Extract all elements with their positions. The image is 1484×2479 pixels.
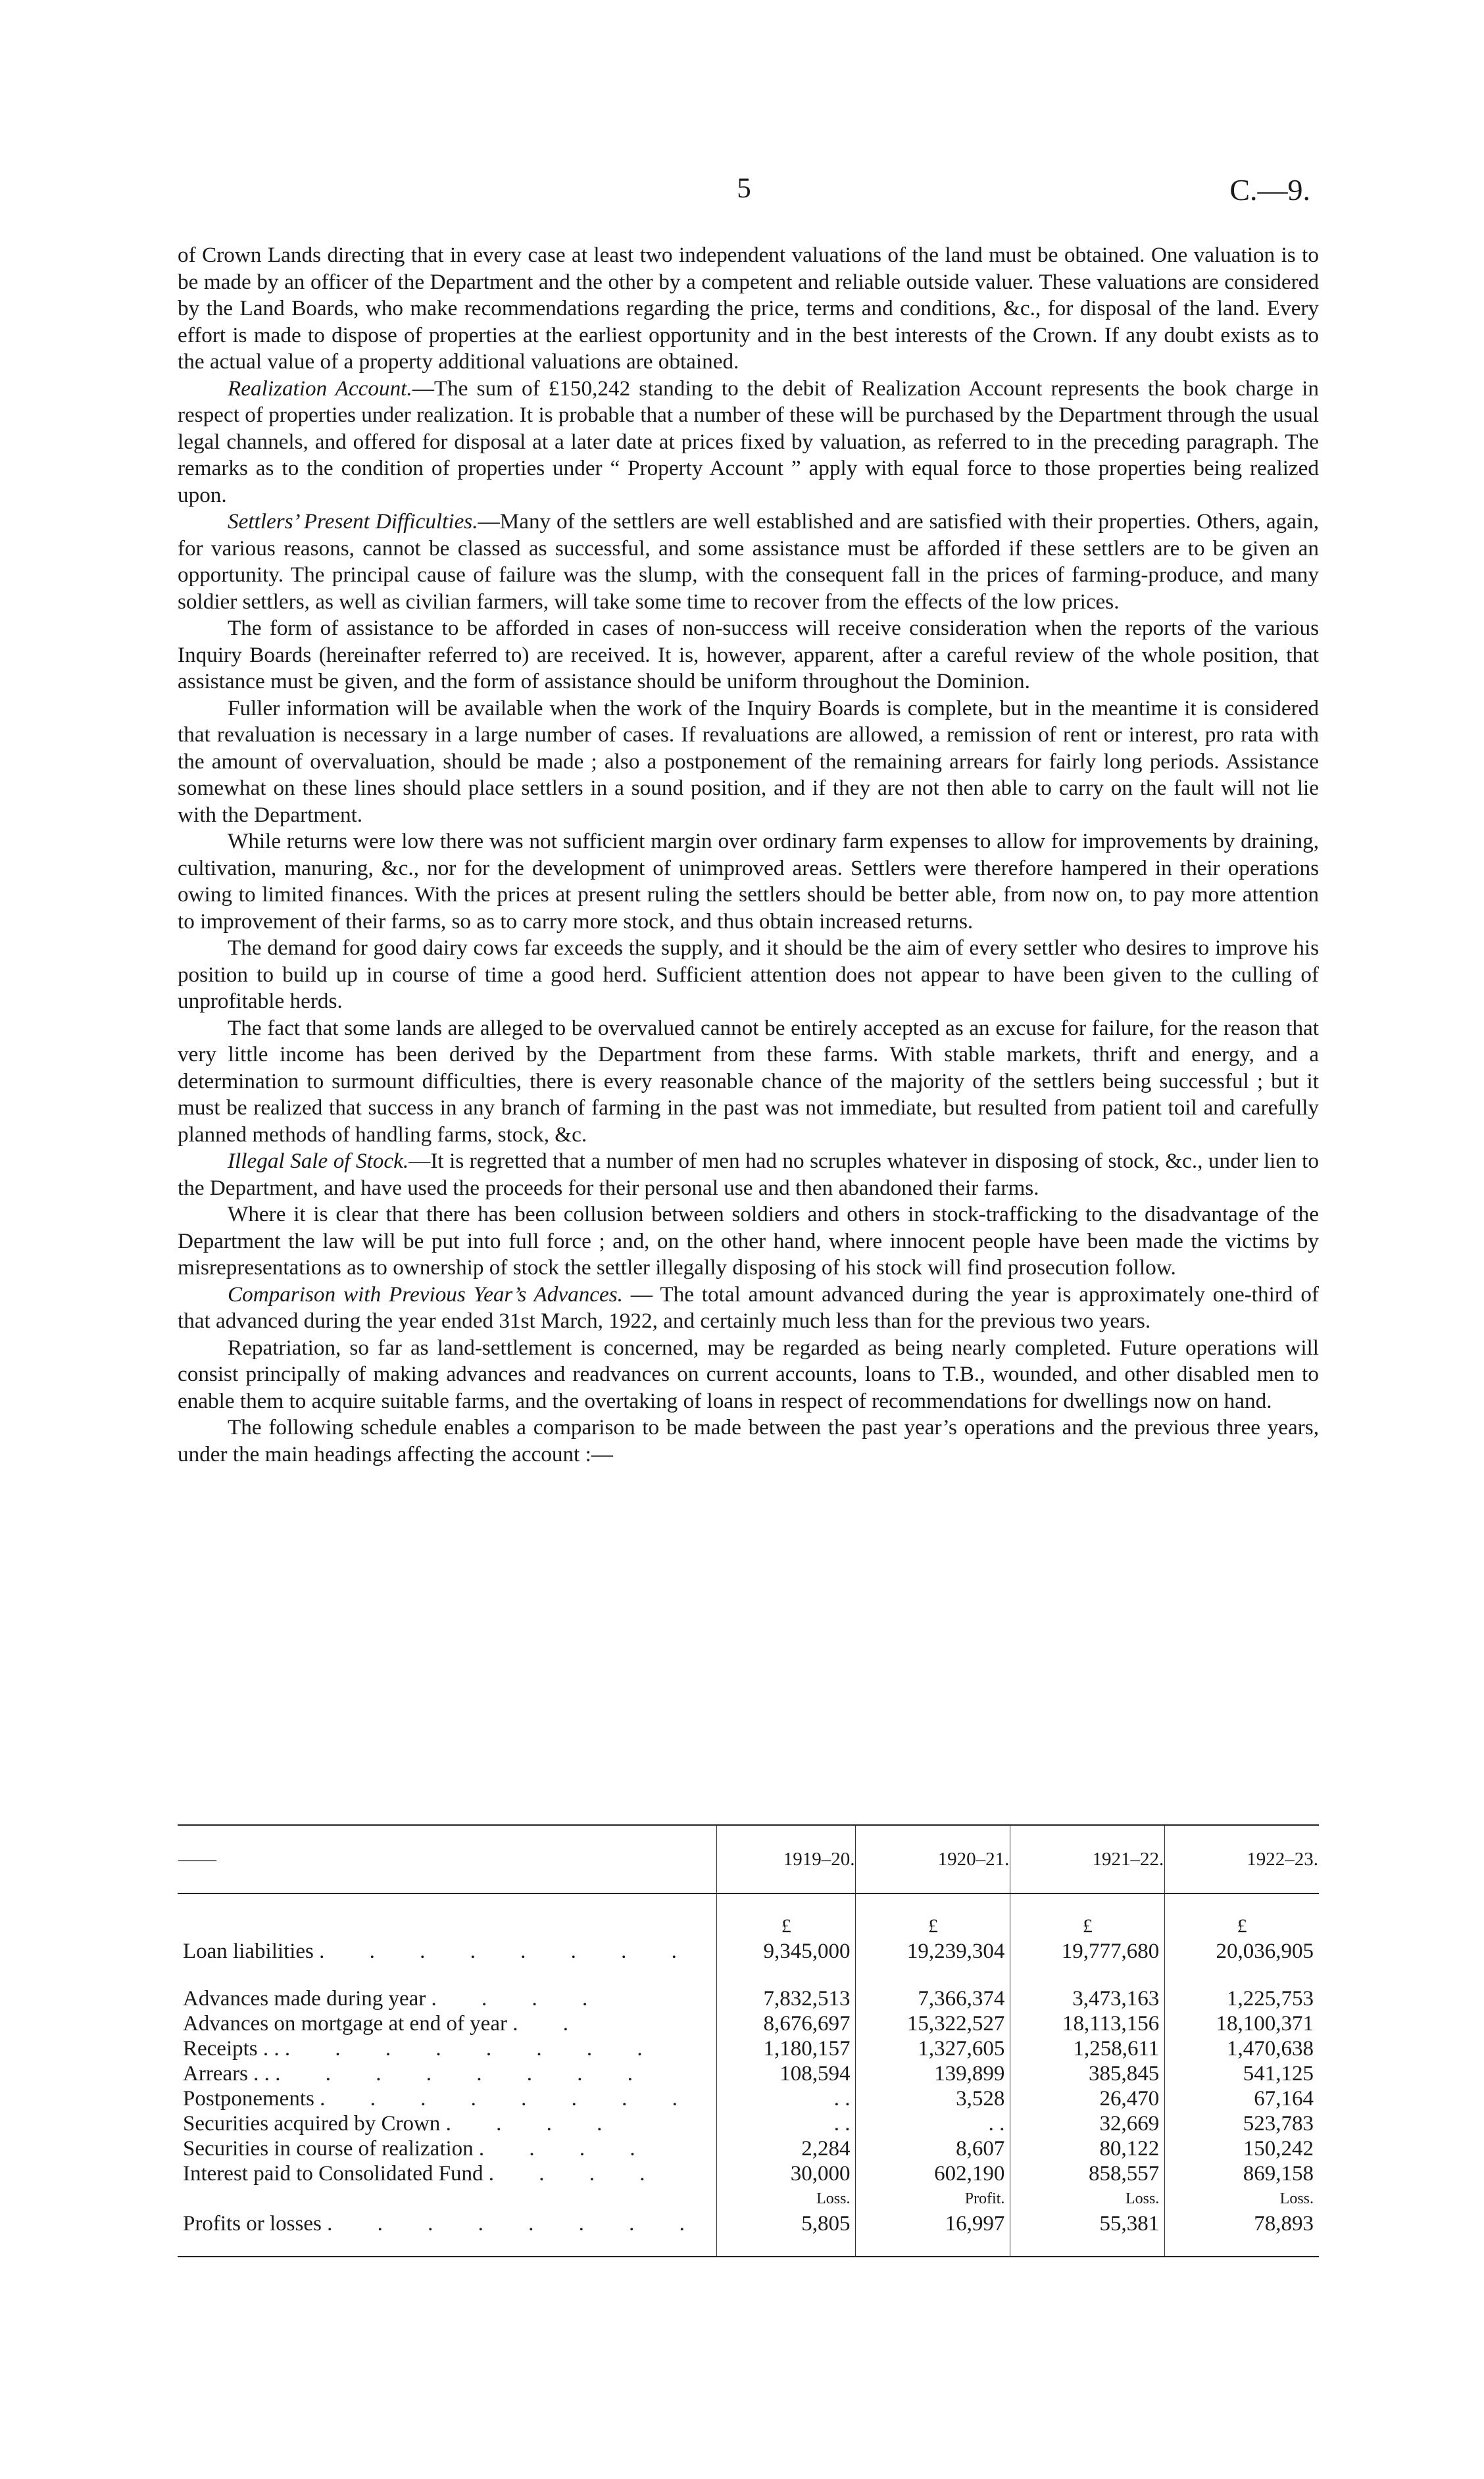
table-row bbox=[178, 2061, 1319, 2086]
unit-label: £ bbox=[717, 1893, 856, 1939]
column-header: 1921–22. bbox=[1010, 1825, 1165, 1893]
profit-loss-note: Loss. bbox=[717, 2186, 856, 2211]
table-cell: 385,845 bbox=[1010, 2061, 1165, 2086]
table-cell: 1,470,638 bbox=[1165, 2036, 1319, 2061]
column-header: 1920–21. bbox=[856, 1825, 1010, 1893]
dot-leader: . . . . . . . . bbox=[284, 2037, 662, 2061]
table-row bbox=[178, 2161, 1319, 2186]
table-cell: 108,594 bbox=[717, 2061, 856, 2086]
dot-leader: . . . . bbox=[445, 2112, 622, 2136]
table-cell: . . bbox=[717, 2086, 856, 2111]
report-body bbox=[178, 242, 1319, 1468]
unit-label: £ bbox=[1010, 1893, 1165, 1939]
table-row bbox=[178, 1939, 1319, 1964]
table-cell: 30,000 bbox=[717, 2161, 856, 2186]
table-cell: 55,381 bbox=[1010, 2211, 1165, 2257]
paragraph: Repatriation, so far as land-settlement is concerned, may be regarded as being nearly completed. Future operations will consist principally of making advances and readvances on current accounts, loans to T.B., wounded, and other disabled men to enable them to acquire suitable farms, and the overtaking of loans in respect of recommendations for dwellings now on hand. bbox=[178, 1335, 1319, 1413]
profit-loss-note: Loss. bbox=[1165, 2186, 1319, 2211]
table-cell: 7,366,374 bbox=[856, 1986, 1010, 2011]
table-cell: 26,470 bbox=[1010, 2086, 1165, 2111]
table-cell: . . bbox=[717, 2111, 856, 2136]
page-header bbox=[178, 172, 1310, 212]
dot-leader: . . . . bbox=[431, 1987, 608, 2011]
section-heading: Realization Account. bbox=[228, 376, 412, 401]
table-row bbox=[178, 2136, 1319, 2161]
table-row bbox=[178, 1986, 1319, 2011]
row-label: Advances made during year bbox=[183, 1987, 426, 2011]
paragraph: Realization Account.—The sum of £150,242 standing to the debit of Realization Account represents the book charge in respect of properties under realization. It is probable that a number of these will be purchased by the Department through the usual legal channels, and offered for disposal at a later date at prices fixed by valuation, as referred to in the preceding paragraph. The remarks as to the condition of properties under “ Property Account ” apply with equal force to those properties being realized upon. bbox=[178, 376, 1319, 507]
section-heading: Illegal Sale of Stock. bbox=[228, 1149, 409, 1173]
profit-loss-note-row bbox=[178, 2186, 1319, 2211]
table-cell: 78,893 bbox=[1165, 2211, 1319, 2257]
paragraph: Settlers’ Present Difficulties.—Many of the settlers are well established and are satisfied with their properties. Others, again, for various reasons, cannot be classed as successful, and some assistance must be afforded if these settlers are to be given an opportunity. The principal cause of failure was the slump, with the consequent fall in the prices of farming-produce, and many soldier settlers, as well as civilian farmers, will take some time to recover from the effects of the low prices. bbox=[178, 509, 1319, 614]
unit-label: £ bbox=[1165, 1893, 1319, 1939]
dot-leader: . . bbox=[512, 2012, 588, 2036]
comparison-schedule-table bbox=[178, 1824, 1319, 2257]
table-cell: . . bbox=[856, 2111, 1010, 2136]
document-code: C.—9. bbox=[1229, 173, 1310, 207]
table-cell: 9,345,000 bbox=[717, 1939, 856, 1964]
table-cell: 8,607 bbox=[856, 2136, 1010, 2161]
table-cell: 80,122 bbox=[1010, 2136, 1165, 2161]
paragraph: The following schedule enables a comparison to be made between the past year’s operations and the previous three years, under the main headings affecting the account :— bbox=[178, 1415, 1319, 1466]
table-cell: 19,239,304 bbox=[856, 1939, 1010, 1964]
profit-loss-note: Profit. bbox=[856, 2186, 1010, 2211]
column-header: 1919–20. bbox=[717, 1825, 856, 1893]
table-cell: 602,190 bbox=[856, 2161, 1010, 2186]
row-label: Loan liabilities bbox=[183, 1940, 314, 1963]
row-label: Receipts . . bbox=[183, 2037, 280, 2061]
table-row bbox=[178, 2036, 1319, 2061]
row-label: Postponements bbox=[183, 2087, 314, 2111]
row-label: Arrears . . bbox=[183, 2062, 270, 2086]
table-cell: 2,284 bbox=[717, 2136, 856, 2161]
table-cell: 1,225,753 bbox=[1165, 1986, 1319, 2011]
unit-label: £ bbox=[856, 1893, 1010, 1939]
table-row bbox=[178, 2011, 1319, 2036]
table-cell: 869,158 bbox=[1165, 2161, 1319, 2186]
table-cell: 18,113,156 bbox=[1010, 2011, 1165, 2036]
page-number: 5 bbox=[737, 173, 751, 204]
paragraph: Fuller information will be available when the work of the Inquiry Boards is complete, but in the meantime it is considered that revaluation is necessary in a large number of cases. If revaluations are allowed, a remission of rent or interest, pro rata with the amount of overvaluation, should be made ; also a postponement of the remaining arrears for fairly long periods. Assistance somewhat on these lines should place settlers in a sound position, and if they are not then able to carry on the fault will not lie with the Department. bbox=[178, 695, 1319, 827]
table-cell: 1,180,157 bbox=[717, 2036, 856, 2061]
table-cell: 20,036,905 bbox=[1165, 1939, 1319, 1964]
paragraph: While returns were low there was not sufficient margin over ordinary farm expenses to allow for improvements by draining, cultivation, manuring, &c., nor for the development of unimproved areas. Settlers were therefore hampered in their operations owing to limited finances. With the prices at present ruling the settlers should be better able, from now on, to pay more attention to improvement of their farms, so as to carry more stock, and thus obtain increased returns. bbox=[178, 829, 1319, 934]
row-label: Securities acquired by Crown bbox=[183, 2112, 441, 2136]
paragraph: Illegal Sale of Stock.—It is regretted that a number of men had no scruples whatever in disposing of stock, &c., under lien to the Department, and have used the proceeds for their personal use and then abandoned their farms. bbox=[178, 1149, 1320, 1200]
table-cell: 858,557 bbox=[1010, 2161, 1165, 2186]
dot-leader: . . . . . . . . bbox=[327, 2212, 705, 2236]
column-header: 1922–23. bbox=[1165, 1825, 1319, 1893]
table-cell: 18,100,371 bbox=[1165, 2011, 1319, 2036]
table-cell: 8,676,697 bbox=[717, 2011, 856, 2036]
dot-leader: . . . . . . . . bbox=[275, 2062, 653, 2086]
dot-leader: . . . . bbox=[488, 2162, 665, 2186]
table-cell: 3,473,163 bbox=[1010, 1986, 1165, 2011]
unit-row bbox=[178, 1893, 1319, 1939]
table-cell: 67,164 bbox=[1165, 2086, 1319, 2111]
paragraph: The form of assistance to be afforded in cases of non-success will receive consideration when the reports of the various Inquiry Boards (hereinafter referred to) are received. It is, however, apparent, after a careful review of the whole position, that assistance must be given, and the form of assistance should be uniform throughout the Dominion. bbox=[178, 616, 1319, 693]
table-cell: 1,327,605 bbox=[856, 2036, 1010, 2061]
table-corner: —— bbox=[178, 1825, 717, 1893]
table-cell: 19,777,680 bbox=[1010, 1939, 1165, 1964]
row-label: Profits or losses bbox=[183, 2212, 322, 2236]
table-cell: 5,805 bbox=[717, 2211, 856, 2257]
profit-loss-note: Loss. bbox=[1010, 2186, 1165, 2211]
section-heading: Comparison with Previous Year’s Advances. bbox=[228, 1282, 623, 1307]
table-row bbox=[178, 2211, 1319, 2257]
section-heading: Settlers’ Present Difficulties. bbox=[228, 509, 478, 534]
dot-leader: . . . . . . . . bbox=[319, 1940, 697, 1963]
table-cell: 15,322,527 bbox=[856, 2011, 1010, 2036]
table-cell: 1,258,611 bbox=[1010, 2036, 1165, 2061]
table-cell: 16,997 bbox=[856, 2211, 1010, 2257]
paragraph: Comparison with Previous Year’s Advances. — The total amount advanced during the year is approximately one-third of that advanced during the year ended 31st March, 1922, and certainly much less than for the previous two years. bbox=[178, 1282, 1319, 1333]
paragraph: Where it is clear that there has been collusion between soldiers and others in stock-trafficking to the disadvantage of the Department the law will be put into full force ; and, on the other hand, where innocent people have been made the victims by misrepresentations as to ownership of stock the settler illegally disposing of his stock will find prosecution follow. bbox=[178, 1202, 1319, 1280]
table-cell: 541,125 bbox=[1165, 2061, 1319, 2086]
row-label: Advances on mortgage at end of year bbox=[183, 2012, 507, 2036]
table-cell: 523,783 bbox=[1165, 2111, 1319, 2136]
paragraph: of Crown Lands directing that in every case at least two independent valuations of the land must be obtained. One valuation is to be made by an officer of the Department and the other by a competent and reliable outside valuer. These valuations are considered by the Land Boards, who make recommendations regarding the price, terms and conditions, &c., for disposal of the land. Every effort is made to dispose of properties at the earliest opportunity and in the best interests of the Crown. If any doubt exists as to the actual value of a property additional valuations are obtained. bbox=[178, 243, 1319, 374]
table-cell: 32,669 bbox=[1010, 2111, 1165, 2136]
table-cell: 7,832,513 bbox=[717, 1986, 856, 2011]
table-cell: 150,242 bbox=[1165, 2136, 1319, 2161]
table-cell: 139,899 bbox=[856, 2061, 1010, 2086]
table-cell: 3,528 bbox=[856, 2086, 1010, 2111]
dot-leader: . . . . bbox=[478, 2137, 655, 2161]
table-header-row bbox=[178, 1825, 1319, 1893]
table-row bbox=[178, 2086, 1319, 2111]
paragraph: The demand for good dairy cows far exceeds the supply, and it should be the aim of every settler who desires to improve his position to build up in course of time a good herd. Sufficient attention does not appear to have been given to the culling of unprofitable herds. bbox=[178, 936, 1319, 1013]
dot-leader: . . . . . . . . bbox=[320, 2087, 697, 2111]
table-row bbox=[178, 2111, 1319, 2136]
row-label: Interest paid to Consolidated Fund bbox=[183, 2162, 483, 2186]
row-label: Securities in course of realization bbox=[183, 2137, 474, 2161]
paragraph: The fact that some lands are alleged to be overvalued cannot be entirely accepted as an excuse for failure, for the reason that very little income has been derived by the Department from these farms. With stable markets, thrift and energy, and a determination to surmount difficulties, there is every reasonable chance of the majority of the settlers being successful ; but it must be realized that success in any branch of farming in the past was not immediate, but resulted from patient toil and carefully planned methods of handling farms, stock, &c. bbox=[178, 1015, 1319, 1147]
